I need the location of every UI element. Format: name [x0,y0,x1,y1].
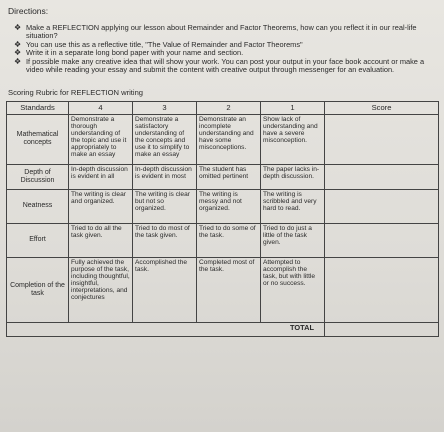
header-level-3: 3 [133,102,197,114]
criterion-cell: Completion of the task [7,257,69,322]
score-cell[interactable] [325,189,439,223]
table-cell: Tried to do most of the task given. [133,223,197,257]
header-level-4: 4 [69,102,133,114]
header-score: Score [325,102,439,114]
criterion-cell: Effort [7,223,69,257]
table-row [7,189,439,223]
table-cell: Show lack of understanding and have a severe misconception. [261,114,325,164]
table-cell: The student has omitted pertinent [197,164,261,189]
table-header-row [7,102,439,114]
table-cell: Demonstrate a satisfactory understanding of the concepts and use it to simplify to make an essay [133,114,197,164]
table-cell: The writing is messy and not organized. [197,189,261,223]
table-cell: In-depth discussion is evident in all [69,164,133,189]
total-label: TOTAL [7,322,325,336]
diamond-bullet-icon: ❖ [14,39,22,49]
direction-item: ❖ Make a REFLECTION applying our lesson about Remainder and Factor Theorems, how can you reflect it in our real-life situation? [14,23,417,41]
direction-item: ❖ Write it in a separate long bond paper with your name and section. [14,48,244,58]
table-row [7,257,439,322]
direction-item: ❖ You can use this as a reflective title, "The Value of Remainder and Factor Theorems" [14,39,303,49]
total-score-cell[interactable] [325,322,439,336]
total-row [7,322,439,336]
rubric-table [6,101,439,336]
score-cell[interactable] [325,257,439,322]
table-cell: The writing is scribbled and very hard to read. [261,189,325,223]
table-cell: The writing is clear and organized. [69,189,133,223]
table-cell: Demonstrate a thorough understanding of the topic and use it appropriately to make an essay [69,114,133,164]
table-cell: Attempted to accomplish the task, but with little or no success. [261,257,325,322]
score-cell[interactable] [325,223,439,257]
diamond-bullet-icon: ❖ [14,23,22,32]
directions-list [14,24,438,74]
table-cell: The paper lacks in-depth discussion. [261,164,325,189]
table-row [7,223,439,257]
criterion-cell: Neatness [7,189,69,223]
table-row [7,164,439,189]
table-cell: The writing is clear but not so organized. [133,189,197,223]
table-cell: Completed most of the task. [197,257,261,322]
table-cell: Fully achieved the purpose of the task, including thoughtful, insightful, interpretations, and conjectures [69,257,133,322]
table-cell: Tried to do all the task given. [69,223,133,257]
table-cell: Demonstrate an incomplete understanding and have some misconceptions. [197,114,261,164]
table-cell: Tried to do some of the task. [197,223,261,257]
direction-item: ❖ If possible make any creative idea that will show your work. You can post your output in your face book account or make a video while reading your essay and submit the content with creative output through messenger for an evaluation. [14,56,425,75]
header-level-1: 1 [261,102,325,114]
table-cell: Tried to do just a little of the task given. [261,223,325,257]
header-level-2: 2 [197,102,261,114]
table-cell: Accomplished the task. [133,257,197,322]
header-standards: Standards [7,102,69,114]
table-cell: In-depth discussion is evident in most [133,164,197,189]
diamond-bullet-icon: ❖ [14,48,22,58]
criterion-cell: Depth of Discussion [7,164,69,189]
score-cell[interactable] [325,114,439,164]
table-row [7,114,439,164]
diamond-bullet-icon: ❖ [14,56,22,66]
rubric-title: Scoring Rubric for REFLECTION writing [8,88,144,98]
criterion-cell: Mathematical concepts [7,114,69,164]
score-cell[interactable] [325,164,439,189]
directions-heading: Directions: [8,6,49,16]
